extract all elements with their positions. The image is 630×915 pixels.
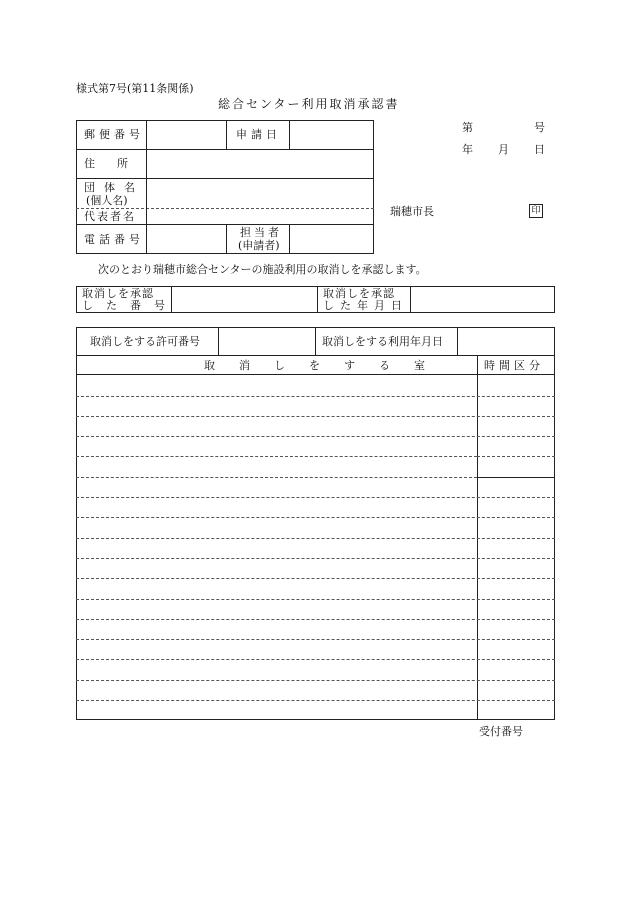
number-suffix: 号 (534, 121, 545, 134)
form-reference: 様式第7号(第11条関係) (76, 82, 194, 95)
approval-date-label-2: した年月日 (323, 299, 408, 312)
contact-person-label: 担当者 (240, 226, 282, 239)
group-name-label: 団体名 (84, 181, 144, 194)
room-header: 取消しをする室 (204, 359, 449, 372)
page-title: 総合センター利用取消承認書 (218, 97, 400, 111)
permit-number-label: 取消しをする許可番号 (90, 335, 200, 348)
approval-date-label-1: 取消しを承認 (323, 287, 395, 300)
seal-mark: 印 (529, 204, 543, 218)
year-label: 年 (462, 143, 473, 156)
month-label: 月 (498, 143, 509, 156)
address-label: 住所 (84, 157, 150, 170)
day-label: 日 (534, 143, 545, 156)
representative-label: 代表者名 (84, 210, 136, 223)
approval-number-label-2: した番号 (82, 299, 178, 312)
approval-number-label-1: 取消しを承認 (82, 287, 154, 300)
phone-label: 電話番号 (84, 233, 144, 246)
time-slot-header: 時間区分 (484, 359, 544, 372)
use-date-label: 取消しをする利用年月日 (322, 335, 443, 348)
individual-name-label: (個人名) (86, 194, 128, 207)
mayor-label: 瑞穂市長 (390, 205, 434, 218)
postal-code-label: 郵便番号 (84, 128, 144, 141)
number-prefix: 第 (462, 121, 473, 134)
apply-date-label: 申請日 (236, 128, 281, 141)
room-table (76, 327, 555, 720)
applicant-label: (申請者) (238, 239, 280, 252)
receipt-number-label: 受付番号 (479, 725, 523, 738)
approval-statement: 次のとおり瑞穂市総合センターの施設利用の取消しを承認します。 (98, 263, 427, 276)
